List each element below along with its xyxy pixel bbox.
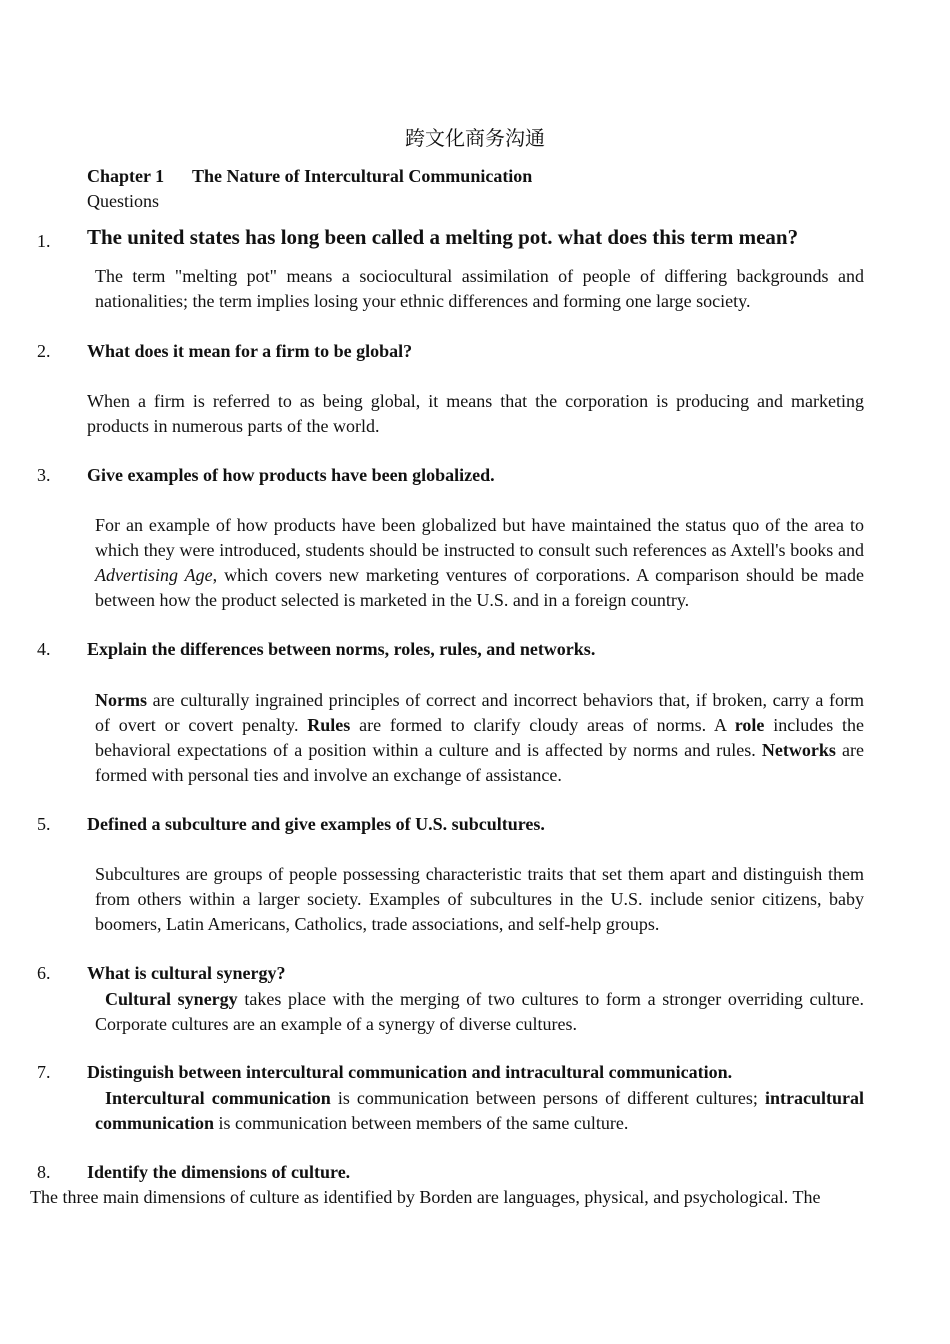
answer-term: Intercultural communication bbox=[105, 1088, 331, 1108]
question-number: 6. bbox=[37, 963, 51, 983]
section-label: Questions bbox=[87, 191, 159, 211]
answer-segment: , which covers new marketing ventures of corporations. A comparison should be made between how the product selected is marketed in the U.S. and in a foreign country. bbox=[95, 565, 864, 610]
answer-text: The term "melting pot" means a sociocultural assimilation of people of differing backgrounds and nationalities; the term implies losing your ethnic differences and forming one large society. bbox=[95, 266, 864, 311]
question-number: 2. bbox=[37, 341, 51, 361]
question-number: 7. bbox=[37, 1062, 51, 1082]
answer-segment: includes the behavioral expectations of a position within a culture and is affected by norms and rules. bbox=[95, 715, 864, 760]
question-text: What does it mean for a firm to be global? bbox=[87, 341, 413, 361]
question-number: 4. bbox=[37, 639, 51, 659]
question-number: 3. bbox=[37, 465, 51, 485]
answer-segment: are formed with personal ties and involve an exchange of assistance. bbox=[95, 740, 864, 785]
question-number: 1. bbox=[37, 231, 51, 251]
answer-term: Cultural synergy bbox=[105, 989, 238, 1009]
answer-term: Rules bbox=[307, 715, 351, 735]
answer-segment: is communication between members of the same culture. bbox=[214, 1113, 629, 1133]
question-text: Identify the dimensions of culture. bbox=[87, 1162, 351, 1182]
question-text: The united states has long been called a melting pot. what does this term mean? bbox=[87, 225, 799, 249]
answer-term: intracultural communication bbox=[95, 1088, 864, 1133]
answer-segment: is communication between persons of different cultures; bbox=[330, 1088, 765, 1108]
answer-term: Norms bbox=[95, 690, 147, 710]
question-text: Explain the differences between norms, roles, rules, and networks. bbox=[87, 639, 596, 659]
answer-segment: takes place with the merging of two cultures to form a stronger overriding culture. Corporate cultures are an example of a synergy of diverse cultures. bbox=[95, 989, 865, 1034]
answer-term: Networks bbox=[761, 740, 836, 760]
question-text: Defined a subculture and give examples of U.S. subcultures. bbox=[87, 814, 545, 834]
question-text: What is cultural synergy? bbox=[87, 963, 286, 983]
answer-text: The three main dimensions of culture as identified by Borden are languages, physical, and psychological. The bbox=[30, 1187, 821, 1207]
question-number: 5. bbox=[37, 814, 51, 834]
answer-text: Subcultures are groups of people possessing characteristic traits that set them apart and distinguish them from others within a larger society. Examples of subcultures in the U.S. include senior citizens, baby boomers, Latin Americans, Catholics, trade associations, and self-help groups. bbox=[95, 864, 864, 934]
answer-italic-title: Advertising Age bbox=[95, 565, 213, 585]
answer-text: When a firm is referred to as being global, it means that the corporation is producing and marketing products in numerous parts of the world. bbox=[87, 391, 864, 436]
chapter-number: Chapter 1 bbox=[87, 166, 165, 186]
answer-text bbox=[95, 1086, 864, 1136]
chapter-heading bbox=[87, 166, 532, 187]
chapter-title: The Nature of Intercultural Communication bbox=[192, 166, 533, 186]
answer-segment: are formed to clarify cloudy areas of norms. A bbox=[350, 715, 735, 735]
answer-segment: are culturally ingrained principles of correct and incorrect behaviors that, if broken, carry a form of overt or covert penalty. bbox=[95, 690, 864, 735]
question-text: Distinguish between intercultural communication and intracultural communication. bbox=[87, 1062, 733, 1082]
question-text: Give examples of how products have been globalized. bbox=[87, 465, 495, 485]
answer-segment: For an example of how products have been globalized but have maintained the status quo of the area to which they were introduced, students should be instructed to consult such references as Axtell's books and bbox=[95, 515, 864, 560]
answer-text bbox=[95, 688, 864, 788]
document-title: 跨文化商务沟通 bbox=[405, 126, 545, 150]
answer-text bbox=[95, 987, 864, 1037]
answer-text bbox=[95, 513, 864, 613]
answer-term: role bbox=[734, 715, 765, 735]
question-number: 8. bbox=[37, 1162, 51, 1182]
